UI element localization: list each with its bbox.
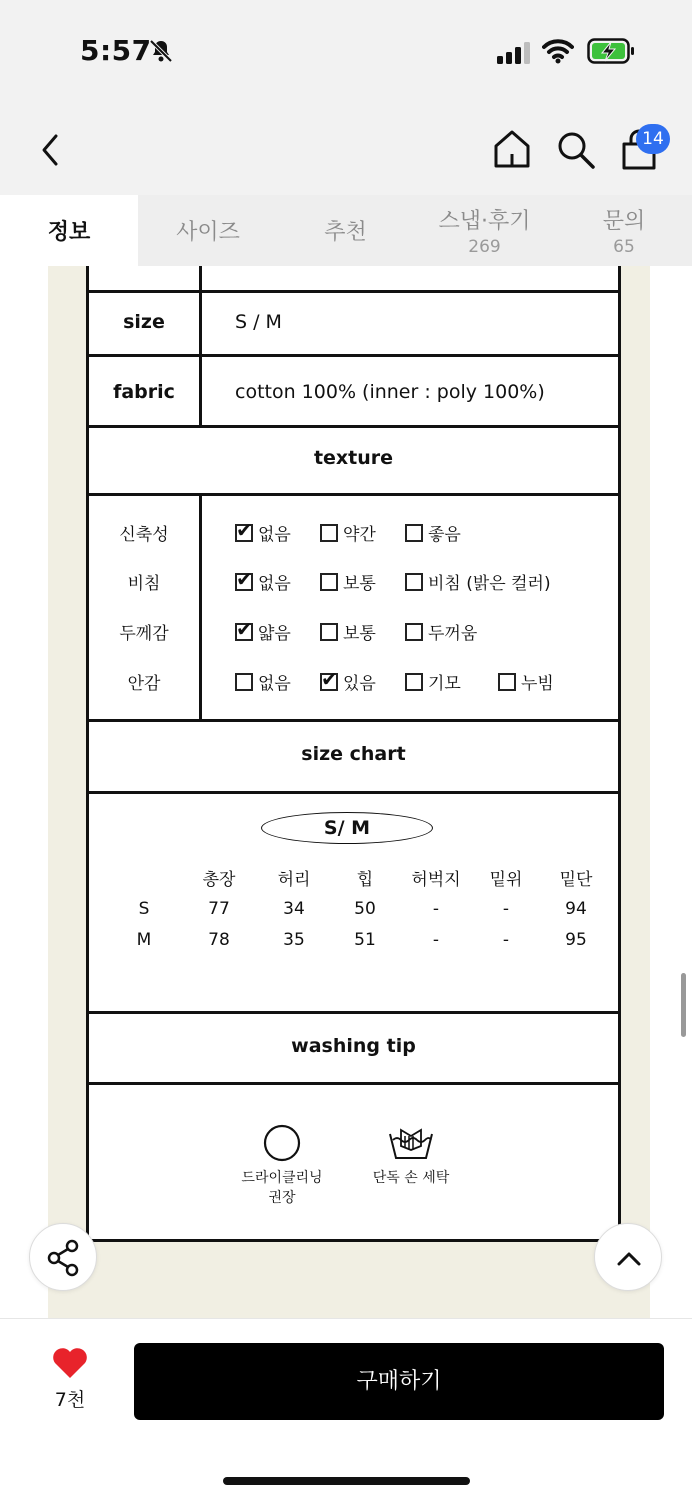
size-chart-cell: 77 [208,899,230,919]
checkbox [320,524,338,542]
divider [199,494,202,721]
texture-option: ✔ 없음 [236,566,291,594]
texture-option: 약간 [320,520,376,545]
checkbox [405,623,423,641]
tab-bar [0,195,692,266]
like-count: 7천 [54,1389,86,1411]
size-value: S / M [235,311,282,333]
size-chart-size: M [136,930,152,950]
tab-label: 스냅·후기 [438,209,531,234]
texture-option: ✔ 얇음 [236,616,291,644]
divider [199,266,202,293]
checkbox: ✔ [236,517,253,542]
size-chart-header: 허벅지 [411,870,461,890]
size-label: size [123,311,165,333]
status-time: 5:57 [80,34,152,67]
texture-option: 두꺼움 [405,619,477,644]
texture-option: 보통 [320,619,376,644]
checkbox [405,524,423,542]
tab-snap-review[interactable] [413,195,556,266]
checkbox [320,623,338,641]
search-icon[interactable] [556,130,596,170]
care-label-dryclean: 드라이클리닝 권장 [241,1170,323,1206]
heart-icon [52,1347,88,1379]
cart-badge: 14 [636,124,670,154]
divider [89,1011,618,1014]
divider [89,290,618,293]
checkbox [405,573,423,591]
tab-count: 269 [468,237,501,257]
checkbox [235,673,253,691]
tab-qna[interactable] [556,195,692,266]
size-chart-cell: 50 [354,899,376,919]
tab-size[interactable] [138,195,278,266]
divider [89,791,618,794]
texture-option: ✔ 없음 [236,517,291,545]
texture-option: 없음 [235,669,291,694]
tab-info[interactable] [0,195,138,266]
size-chart-cell: 95 [565,930,587,950]
tab-label: 정보 [47,220,91,245]
care-label-handwash: 단독 손 세탁 [372,1170,450,1186]
dry-clean-circle-icon [263,1124,301,1162]
divider [89,493,618,496]
size-chart-sizes: S/ M [261,812,433,844]
share-icon [30,1224,98,1292]
size-chart-header: 밑단 [559,870,593,890]
texture-label-lining: 안감 [127,674,161,694]
texture-option: 비침 (밝은 컬러) [405,569,551,594]
size-chart-cell: 78 [208,930,230,950]
status-bar [0,0,692,100]
checkbox: ✔ [321,666,338,691]
tab-label: 문의 [602,209,646,234]
texture-option: ✔ 있음 [321,666,376,694]
home-indicator [223,1477,470,1485]
share-button[interactable] [29,1223,97,1291]
buy-button[interactable]: 구매하기 [134,1343,664,1420]
nav-header [0,100,692,195]
chevron-up-icon [595,1224,663,1292]
product-info-panel [86,266,621,1242]
texture-label-sheer: 비침 [127,574,161,594]
size-chart-title: size chart [301,743,406,765]
size-chart-cell: 94 [565,899,587,919]
size-chart-header: 밑위 [489,870,523,890]
texture-option: 누빔 [498,669,554,694]
size-chart-cell: 35 [283,930,305,950]
signal-icon [497,42,533,64]
size-chart-header: 총장 [202,870,236,890]
checkbox [498,673,516,691]
texture-title: texture [313,447,394,469]
tab-label: 사이즈 [176,220,240,245]
tab-label: 추천 [324,220,367,245]
texture-label-thickness: 두께감 [119,624,169,644]
divider [89,354,618,357]
fabric-value: cotton 100% (inner : poly 100%) [235,381,545,403]
divider [89,1082,618,1085]
size-chart-cell: 51 [354,930,376,950]
size-chart-cell: - [502,899,510,919]
battery-charging-icon [587,38,637,64]
texture-option: 기모 [405,669,461,694]
bottom-action-bar [0,1318,692,1500]
size-chart-size: S [138,899,150,919]
fabric-label: fabric [113,381,175,403]
size-chart-header: 힙 [356,870,374,890]
scroll-top-button[interactable] [594,1223,662,1291]
checkbox: ✔ [236,566,253,591]
size-chart-cell: - [502,930,510,950]
home-icon[interactable] [492,128,532,170]
size-chart-header: 허리 [277,870,311,890]
checkbox [405,673,423,691]
back-arrow-icon[interactable] [36,130,66,170]
size-chart-cell: - [432,899,440,919]
texture-option: 보통 [320,569,376,594]
texture-label-stretch: 신축성 [119,525,169,545]
hand-wash-icon [387,1126,435,1160]
like-button[interactable] [40,1345,100,1415]
divider [199,293,202,426]
size-chart-cell: - [432,930,440,950]
divider [89,719,618,722]
tab-recommend[interactable] [278,195,413,266]
checkbox: ✔ [236,616,253,641]
texture-option: 좋음 [405,520,461,545]
scrollbar-thumb[interactable] [681,973,686,1037]
size-chart-cell: 34 [283,899,305,919]
divider [89,425,618,428]
tab-count: 65 [613,237,635,257]
washing-tip-title: washing tip [291,1035,416,1057]
checkbox [320,573,338,591]
bell-slash-icon [148,38,174,64]
wifi-icon [542,38,574,64]
